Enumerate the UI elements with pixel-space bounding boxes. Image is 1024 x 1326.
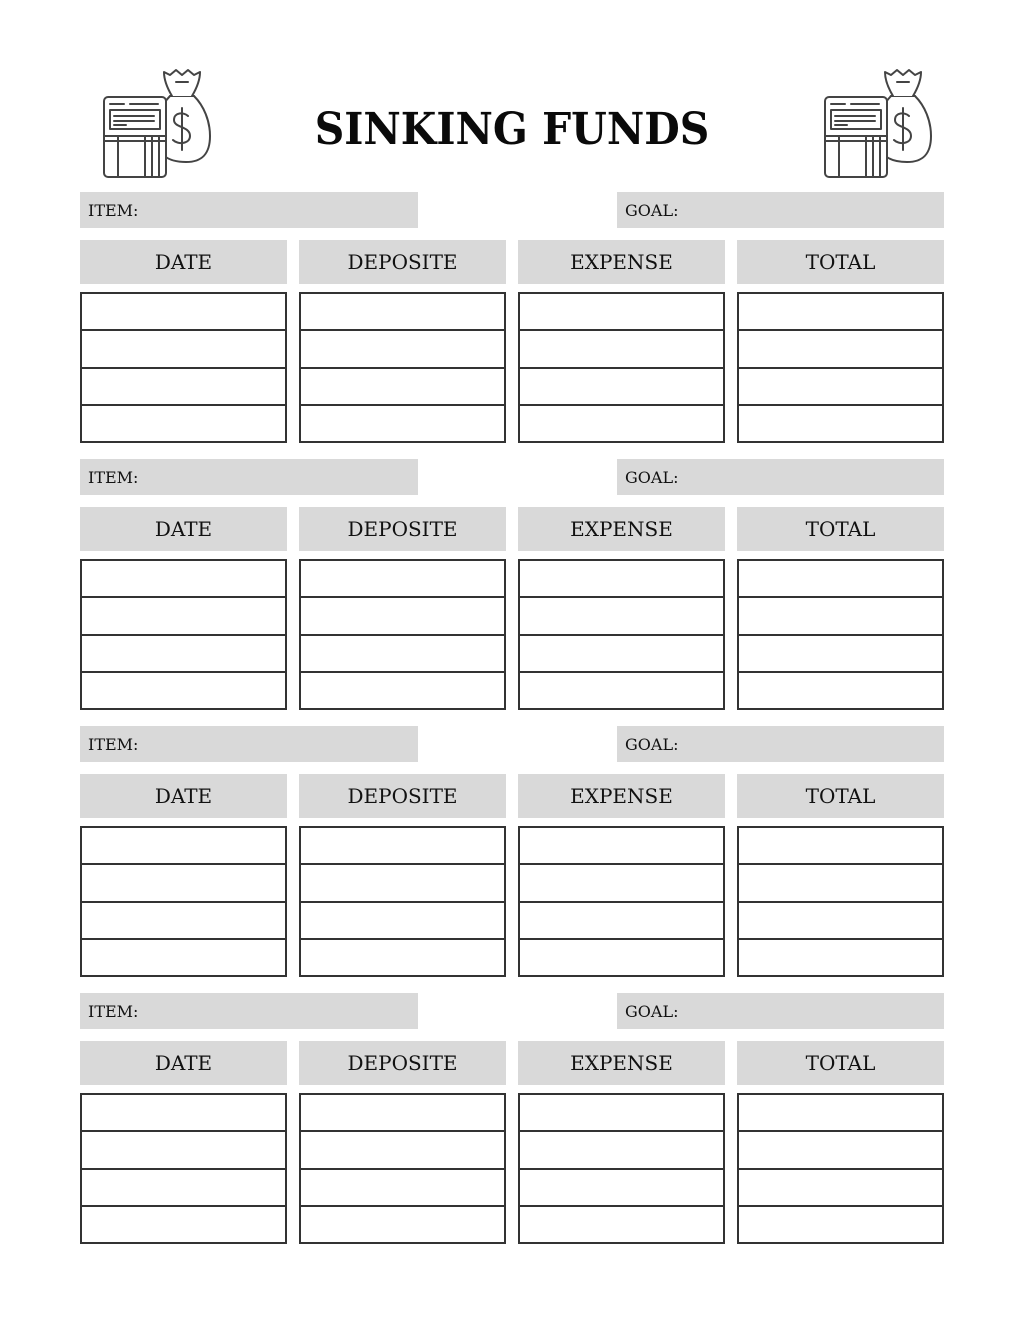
column-header: TOTAL: [737, 1041, 944, 1085]
table-cell[interactable]: [520, 636, 723, 673]
table-cell[interactable]: [520, 1095, 723, 1132]
item-label: ITEM:: [88, 734, 139, 754]
goal-label: GOAL:: [625, 200, 679, 220]
item-label: ITEM:: [88, 200, 139, 220]
item-field[interactable]: [80, 192, 418, 228]
date-column: [80, 774, 287, 977]
goal-field[interactable]: [617, 726, 944, 762]
table-cell[interactable]: [82, 561, 285, 598]
table-cell[interactable]: [82, 1170, 285, 1207]
table-cell[interactable]: [520, 598, 723, 635]
table-cell[interactable]: [301, 903, 504, 940]
goal-label: GOAL:: [625, 467, 679, 487]
deposit-column: [299, 240, 506, 443]
table-cell[interactable]: [301, 636, 504, 673]
table-cell[interactable]: [82, 636, 285, 673]
goal-field[interactable]: [617, 993, 944, 1029]
fund-section: [80, 459, 944, 711]
item-field[interactable]: [80, 459, 418, 495]
table-cell[interactable]: [82, 1207, 285, 1242]
column-header: DEPOSITE: [299, 1041, 506, 1085]
column-header: DATE: [80, 240, 287, 284]
table-cell[interactable]: [520, 406, 723, 441]
total-column: [737, 240, 944, 443]
table-cell[interactable]: [82, 1095, 285, 1132]
calculator-money-bag-icon: [821, 66, 933, 178]
table-cell[interactable]: [301, 1132, 504, 1169]
date-column: [80, 1041, 287, 1244]
deposit-column: [299, 1041, 506, 1244]
table-cell[interactable]: [520, 865, 723, 902]
table-cell[interactable]: [739, 598, 942, 635]
table-cell[interactable]: [301, 369, 504, 406]
column-header: DEPOSITE: [299, 774, 506, 818]
table-cell[interactable]: [520, 294, 723, 331]
table-cell[interactable]: [739, 1095, 942, 1132]
goal-field[interactable]: [617, 192, 944, 228]
table-cell[interactable]: [82, 903, 285, 940]
expense-column: [518, 240, 725, 443]
table-cell[interactable]: [520, 1207, 723, 1242]
table-cell[interactable]: [301, 940, 504, 975]
page-title: SINKING FUNDS: [314, 104, 710, 155]
table-cell[interactable]: [301, 1207, 504, 1242]
table-cell[interactable]: [520, 903, 723, 940]
table-cell[interactable]: [301, 1095, 504, 1132]
table-cell[interactable]: [82, 598, 285, 635]
table-cell[interactable]: [82, 940, 285, 975]
table-cell[interactable]: [739, 1170, 942, 1207]
table-cell[interactable]: [82, 331, 285, 368]
column-header: TOTAL: [737, 507, 944, 551]
table-cell[interactable]: [301, 828, 504, 865]
table-cell[interactable]: [520, 369, 723, 406]
table-cell[interactable]: [301, 331, 504, 368]
table-cell[interactable]: [739, 940, 942, 975]
column-header: EXPENSE: [518, 1041, 725, 1085]
column-header: EXPENSE: [518, 240, 725, 284]
table-cell[interactable]: [739, 369, 942, 406]
table-cell[interactable]: [739, 865, 942, 902]
table-cell[interactable]: [739, 636, 942, 673]
table-cell[interactable]: [739, 1207, 942, 1242]
column-header: EXPENSE: [518, 774, 725, 818]
table-cell[interactable]: [739, 828, 942, 865]
table-cell[interactable]: [301, 561, 504, 598]
goal-label: GOAL:: [625, 1001, 679, 1021]
fund-section: [80, 192, 944, 444]
total-column: [737, 774, 944, 977]
table-cell[interactable]: [301, 598, 504, 635]
column-header: DATE: [80, 1041, 287, 1085]
table-cell[interactable]: [520, 940, 723, 975]
column-header: DEPOSITE: [299, 240, 506, 284]
date-column: [80, 240, 287, 443]
table-cell[interactable]: [739, 294, 942, 331]
table-cell[interactable]: [82, 294, 285, 331]
table-cell[interactable]: [301, 1170, 504, 1207]
fund-section: [80, 726, 944, 978]
column-header: DEPOSITE: [299, 507, 506, 551]
table-cell[interactable]: [520, 828, 723, 865]
table-cell[interactable]: [82, 865, 285, 902]
column-header: TOTAL: [737, 240, 944, 284]
table-cell[interactable]: [739, 331, 942, 368]
goal-field[interactable]: [617, 459, 944, 495]
deposit-column: [299, 507, 506, 710]
goal-label: GOAL:: [625, 734, 679, 754]
item-label: ITEM:: [88, 1001, 139, 1021]
deposit-column: [299, 774, 506, 977]
fund-section: [80, 993, 944, 1245]
item-label: ITEM:: [88, 467, 139, 487]
table-cell[interactable]: [739, 561, 942, 598]
table-cell[interactable]: [301, 294, 504, 331]
table-cell[interactable]: [739, 903, 942, 940]
total-column: [737, 1041, 944, 1244]
table-cell[interactable]: [520, 1132, 723, 1169]
table-cell[interactable]: [520, 561, 723, 598]
item-field[interactable]: [80, 726, 418, 762]
table-cell[interactable]: [82, 406, 285, 441]
expense-column: [518, 1041, 725, 1244]
table-cell[interactable]: [739, 1132, 942, 1169]
table-cell[interactable]: [739, 673, 942, 708]
expense-column: [518, 774, 725, 977]
table-cell[interactable]: [82, 673, 285, 708]
table-cell[interactable]: [82, 369, 285, 406]
table-cell[interactable]: [301, 865, 504, 902]
table-cell[interactable]: [82, 1132, 285, 1169]
total-column: [737, 507, 944, 710]
date-column: [80, 507, 287, 710]
table-cell[interactable]: [520, 331, 723, 368]
table-cell[interactable]: [301, 406, 504, 441]
column-header: DATE: [80, 774, 287, 818]
table-cell[interactable]: [301, 673, 504, 708]
column-header: EXPENSE: [518, 507, 725, 551]
item-field[interactable]: [80, 993, 418, 1029]
table-cell[interactable]: [520, 1170, 723, 1207]
table-cell[interactable]: [82, 828, 285, 865]
column-header: DATE: [80, 507, 287, 551]
expense-column: [518, 507, 725, 710]
table-cell[interactable]: [739, 406, 942, 441]
column-header: TOTAL: [737, 774, 944, 818]
table-cell[interactable]: [520, 673, 723, 708]
